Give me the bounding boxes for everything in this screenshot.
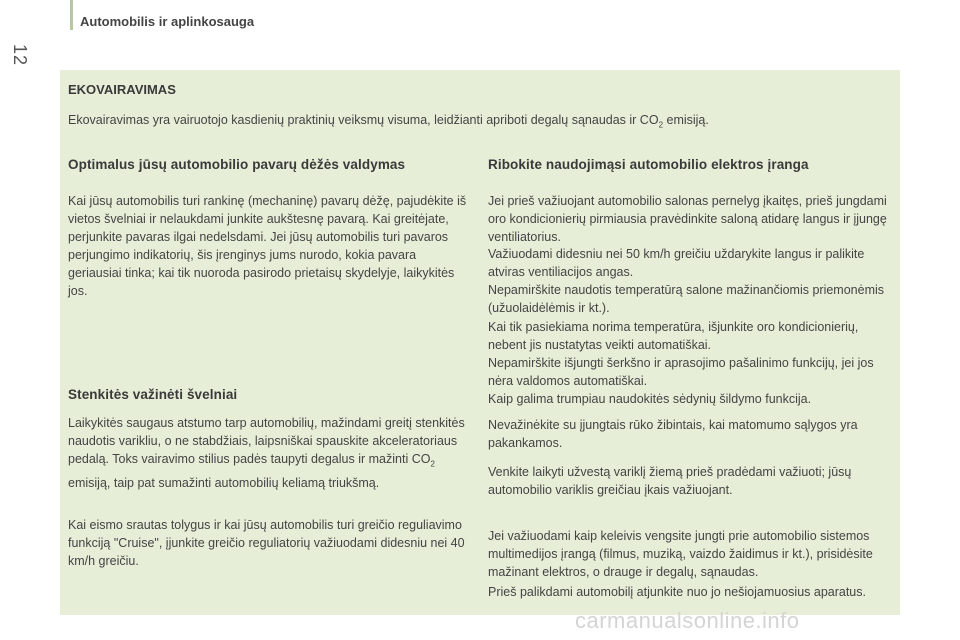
electrical-paragraph-4: Kai tik pasiekiama norima temperatūra, išjunkite oro kondicionierių, nebent jis nustatytas veikti automatiškai.: [488, 320, 859, 352]
electrical-paragraph-9: Jei važiuodami kaip keleivis vengsite jungti prie automobilio sistemos multimedijos įrangą (filmus, muziką, vaizdo žaidimus ir kt.), prisidėsite mažinant elektros, o drauge ir degalų, sąnaudas.: [488, 529, 873, 579]
section-smooth-text-a: Laikykitės saugaus atstumo tarp automobilių, mažindami greitį stenkitės naudotis varikliu, o ne stabdžiais, laipsniškai spauskite akceleratoriaus pedalą. Toks vairavimo stilius padės taupyti degalus ir mažinti CO: [68, 416, 465, 466]
header-accent-bar: [70, 0, 73, 30]
section-gearbox-title: Optimalus jūsų automobilio pavarų dėžės valdymas: [68, 157, 406, 172]
watermark: carmanualsonline.info: [575, 608, 800, 633]
electrical-paragraph-7: Nevažinėkite su įjungtais rūko žibintais, kai matomumo sąlygos yra pakankamos.: [488, 418, 858, 450]
electrical-paragraph-3: Nepamirškite naudotis temperatūrą salone mažinančiomis priemonėmis (užuolaidėlėmis ir kt.).: [488, 283, 885, 315]
electrical-paragraph-6: Kaip galima trumpiau naudokitės sėdynių šildymo funkcija.: [488, 392, 812, 406]
electrical-paragraph-10: Prieš palikdami automobilį atjunkite nuo jo nešiojamuosius aparatus.: [488, 585, 866, 599]
electrical-paragraph-1: Jei prieš važiuojant automobilio salonas pernelyg įkaitęs, prieš jungdami oro kondicionierių pirmiausia pravėdinkite saloną atidarę langus ir įjungę ventiliatorius.: [488, 194, 887, 244]
section-smooth-subscript: 2: [430, 459, 435, 469]
electrical-paragraph-5: Nepamirškite išjungti šerkšno ir aprasojimo pašalinimo funkcijų, jei jos nėra valdomos automatiškai.: [488, 356, 874, 388]
intro-text: Ekovairavimas yra vairuotojo kasdienių praktinių veiksmų visuma, leidžianti apriboti degalų sąnaudas ir CO: [68, 113, 659, 127]
section-gearbox-text: Kai jūsų automobilis turi rankinę (mechaninę) pavarų dėžę, pajudėkite iš vietos švelniai ir nelaukdami junkite aukštesnę pavarą. Kai greitėjate, perjunkite pavaras ilgai nedelsdami. Jei jūsų automobilis turi pavaros perjungimo indikatorių, šis įrenginys jums nurodo, kokia pavara geriausiai tinka; kai tik nuoroda pasirodo prietaisų skydelyje, laikykitės jos.: [68, 194, 467, 298]
chapter-title: Automobilis ir aplinkosauga: [80, 14, 255, 29]
section-smooth-title: Stenkitės važinėti švelniai: [68, 387, 238, 402]
box-title: EKOVAIRAVIMAS: [68, 82, 176, 97]
electrical-paragraph-8: Venkite laikyti užvestą variklį žiemą prieš pradėdami važiuoti; jūsų automobilio variklis greičiau įkais važiuojant.: [488, 465, 852, 497]
intro-paragraph: [68, 111, 888, 135]
section-cruise-text: Kai eismo srautas tolygus ir kai jūsų automobilis turi greičio reguliavimo funkciją "Cruise", įjunkite greičio reguliatorių važiuodami didesniu nei 40 km/h greičiu.: [68, 518, 465, 568]
section-smooth-text: [68, 414, 468, 492]
section-smooth-text-b: emisiją, taip pat sumažinti automobilių keliamą triukšmą.: [68, 475, 380, 490]
page-number: 12: [10, 44, 30, 67]
intro-end: emisiją.: [663, 113, 709, 127]
intro-subscript: 2: [658, 120, 664, 130]
section-electrical-title: Ribokite naudojimąsi automobilio elektros įranga: [488, 157, 809, 172]
electrical-paragraph-2: Važiuodami didesniu nei 50 km/h greičiu uždarykite langus ir palikite atviras ventiliacijos angas.: [488, 247, 865, 279]
